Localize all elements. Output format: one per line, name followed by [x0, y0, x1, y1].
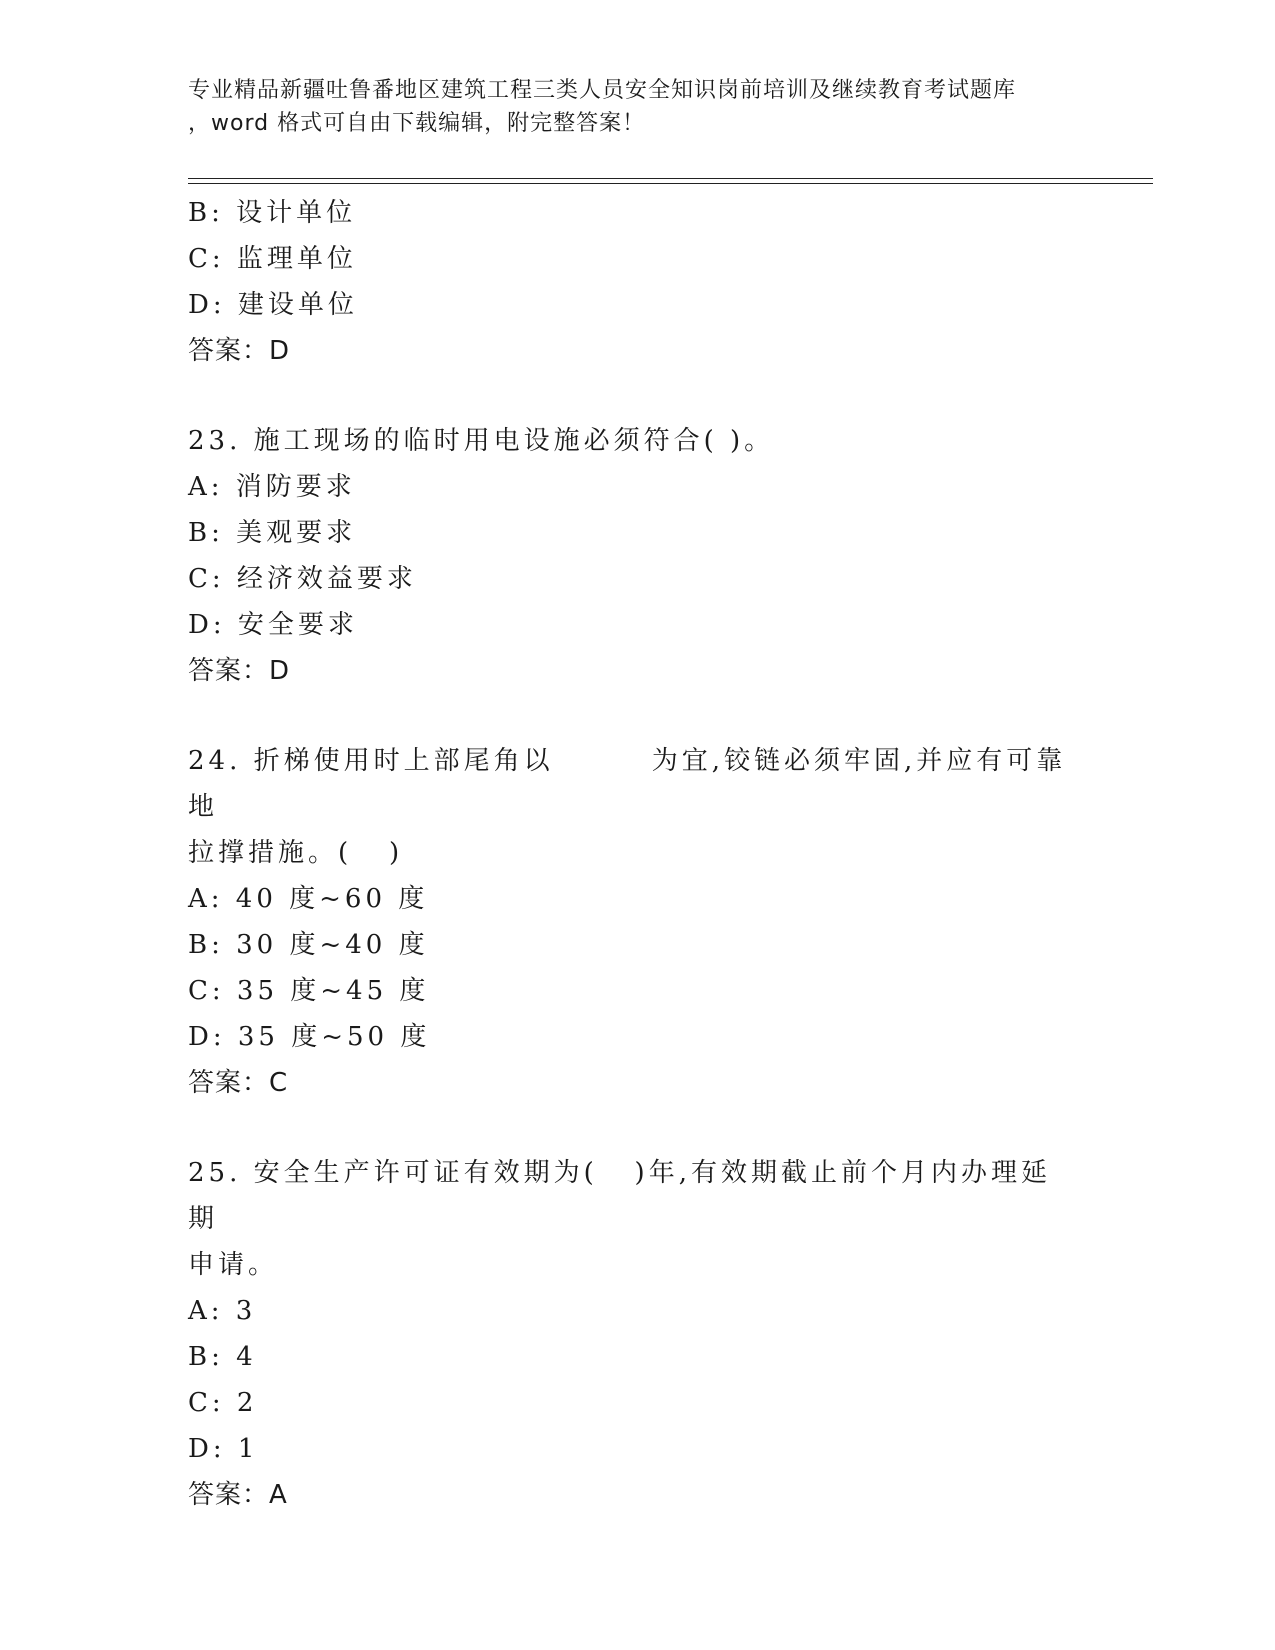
answer-line: 答案：D	[188, 336, 291, 366]
question-stem-line-1: 24. 折梯使用时上部尾角以 为宜,铰链必须牢固,并应有可靠地	[188, 746, 1067, 822]
header-rule-top	[188, 178, 1153, 179]
question-list	[188, 190, 1068, 1518]
option-d: D: 建设单位	[188, 290, 358, 320]
question-25	[188, 1150, 1068, 1518]
option-b: B: 4	[188, 1342, 257, 1372]
option-a: A: 消防要求	[188, 472, 356, 502]
option-c: C: 2	[188, 1388, 258, 1418]
header-rule-bottom	[188, 183, 1153, 184]
header-title-line-2: ，word 格式可自由下载编辑，附完整答案！	[188, 111, 646, 136]
spacer	[188, 374, 1068, 418]
option-a: A: 40 度~60 度	[188, 884, 429, 914]
option-c: C: 35 度~45 度	[188, 976, 430, 1006]
spacer	[188, 694, 1068, 738]
option-a: A: 3	[188, 1296, 257, 1326]
option-d: D: 35 度~50 度	[188, 1022, 431, 1052]
answer-line: 答案：A	[188, 1480, 288, 1510]
question-stem: 23. 施工现场的临时用电设施必须符合( )。	[188, 426, 775, 456]
question-24	[188, 738, 1068, 1106]
question-stem-line-2: 申请。	[188, 1250, 279, 1280]
question-stem-line-1: 25. 安全生产许可证有效期为( )年,有效期截止前个月内办理延期	[188, 1158, 1051, 1234]
spacer	[188, 1106, 1068, 1150]
option-c: C: 监理单位	[188, 244, 357, 274]
document-header	[188, 74, 1088, 140]
header-title-line-1: 专业精品新疆吐鲁番地区建筑工程三类人员安全知识岗前培训及继续教育考试题库	[188, 78, 1017, 103]
question-23	[188, 418, 1068, 694]
option-d: D: 安全要求	[188, 610, 358, 640]
answer-line: 答案：C	[188, 1068, 289, 1098]
question-stem-line-2: 拉撑措施。( )	[188, 838, 404, 868]
option-b: B: 设计单位	[188, 198, 357, 228]
option-b: B: 美观要求	[188, 518, 357, 548]
option-c: C: 经济效益要求	[188, 564, 417, 594]
option-b: B: 30 度~40 度	[188, 930, 429, 960]
option-d: D: 1	[188, 1434, 259, 1464]
question-22-tail	[188, 190, 1068, 374]
answer-line: 答案：D	[188, 656, 291, 686]
